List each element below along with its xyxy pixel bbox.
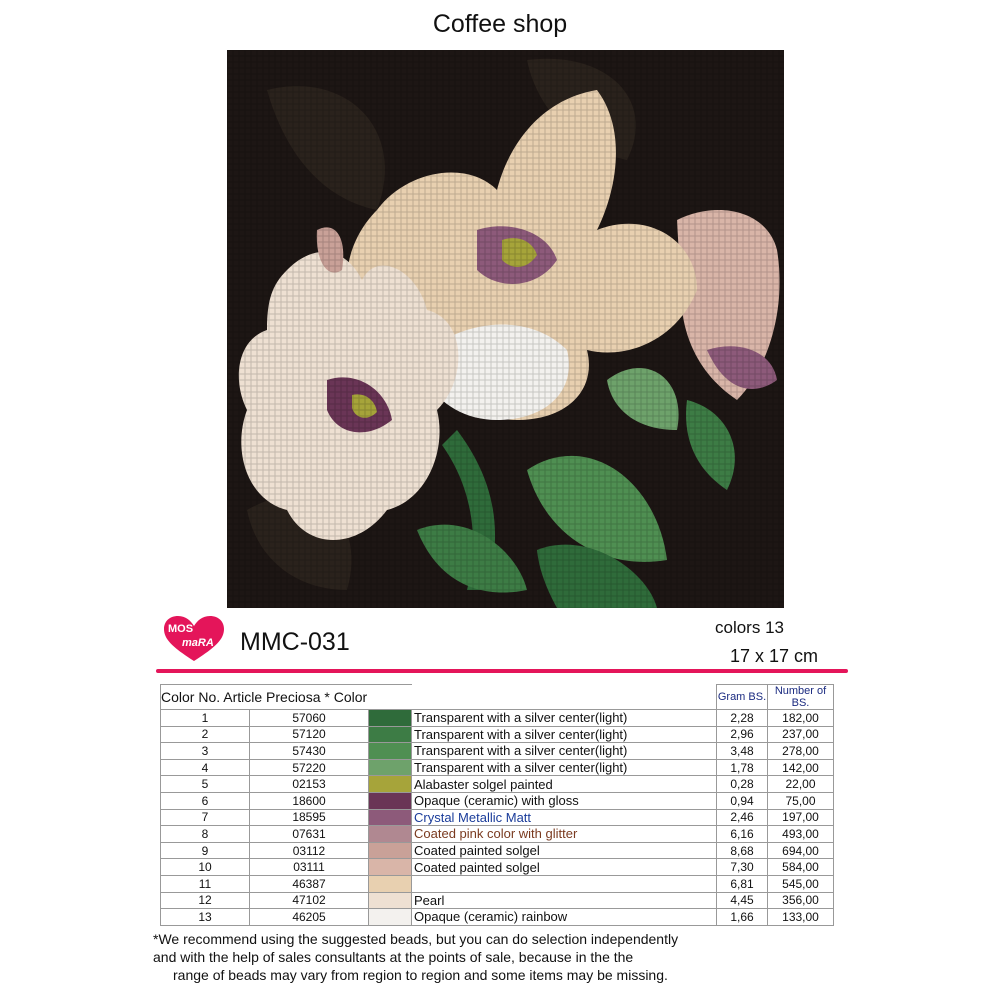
- count-column-header: Number of BS.: [768, 685, 834, 710]
- article-number: 46387: [250, 875, 369, 892]
- gram-value: 1,78: [717, 759, 768, 776]
- product-size: 17 x 17 cm: [730, 646, 819, 666]
- article-number: 57060: [250, 710, 369, 727]
- mosaic-picture: [227, 50, 784, 608]
- table-row: [161, 892, 834, 909]
- color-number: 6: [161, 792, 250, 809]
- table-row: [161, 776, 834, 793]
- page-title: Coffee shop: [432, 10, 568, 38]
- gram-value: 2,28: [717, 710, 768, 727]
- brand-line2: maRA: [182, 637, 214, 649]
- table-row: [161, 909, 834, 926]
- gram-value: 2,46: [717, 809, 768, 826]
- color-number: 3: [161, 743, 250, 760]
- article-number: 18595: [250, 809, 369, 826]
- color-number: 1: [161, 710, 250, 727]
- table-row: [161, 842, 834, 859]
- colors-count: colors 13: [715, 618, 784, 637]
- color-number: 9: [161, 842, 250, 859]
- gram-value: 2,96: [717, 726, 768, 743]
- count-value: 356,00: [768, 892, 834, 909]
- gram-column-header: Gram BS.: [717, 685, 768, 710]
- count-value: 545,00: [768, 875, 834, 892]
- color-number: 11: [161, 875, 250, 892]
- count-value: 197,00: [768, 809, 834, 826]
- note-line1: *We recommend using the suggested beads, but you can do selection independently: [153, 931, 679, 947]
- gram-value: 6,81: [717, 875, 768, 892]
- bead-description: Opaque (ceramic) rainbow: [412, 909, 717, 926]
- bead-description: Crystal Metallic Matt: [412, 809, 717, 826]
- color-swatch: [369, 743, 412, 760]
- recommendation-note: [153, 930, 843, 984]
- color-swatch: [369, 726, 412, 743]
- gram-value: 6,16: [717, 826, 768, 843]
- table-row: [161, 875, 834, 892]
- note-line3: range of beads may vary from region to region and some items may be missing.: [173, 967, 668, 983]
- article-number: 03111: [250, 859, 369, 876]
- count-value: 493,00: [768, 826, 834, 843]
- color-swatch: [369, 710, 412, 727]
- table-row: [161, 826, 834, 843]
- bead-description: Coated painted solgel: [412, 842, 717, 859]
- gram-value: 8,68: [717, 842, 768, 859]
- article-number: 47102: [250, 892, 369, 909]
- color-swatch: [369, 792, 412, 809]
- accent-divider: [156, 669, 848, 673]
- article-number: 18600: [250, 792, 369, 809]
- table-row: [161, 809, 834, 826]
- color-swatch: [369, 776, 412, 793]
- color-number: 13: [161, 909, 250, 926]
- brand-line1: MOS: [168, 623, 194, 635]
- bead-description: Transparent with a silver center(light): [412, 743, 717, 760]
- gram-value: 7,30: [717, 859, 768, 876]
- count-value: 22,00: [768, 776, 834, 793]
- article-number: 57430: [250, 743, 369, 760]
- count-value: 237,00: [768, 726, 834, 743]
- color-number: 5: [161, 776, 250, 793]
- brand-logo: [162, 615, 226, 663]
- table-header-label: Color No. Article Preciosa * Color: [161, 685, 412, 710]
- count-value: 278,00: [768, 743, 834, 760]
- color-number: 12: [161, 892, 250, 909]
- bead-table: [160, 684, 834, 926]
- bead-description: Transparent with a silver center(light): [412, 710, 717, 727]
- article-number: 03112: [250, 842, 369, 859]
- color-swatch: [369, 909, 412, 926]
- count-value: 694,00: [768, 842, 834, 859]
- color-swatch: [369, 892, 412, 909]
- gram-value: 0,28: [717, 776, 768, 793]
- table-row: [161, 759, 834, 776]
- table-row: [161, 792, 834, 809]
- color-swatch: [369, 809, 412, 826]
- flower-mosaic-image: [227, 50, 784, 608]
- count-value: 584,00: [768, 859, 834, 876]
- count-value: 182,00: [768, 710, 834, 727]
- color-number: 7: [161, 809, 250, 826]
- table-row: [161, 743, 834, 760]
- bead-description: Alabaster solgel painted: [412, 776, 717, 793]
- gram-value: 4,45: [717, 892, 768, 909]
- color-swatch: [369, 826, 412, 843]
- table-row: [161, 859, 834, 876]
- color-number: 4: [161, 759, 250, 776]
- color-number: 8: [161, 826, 250, 843]
- bead-description: Coated pink color with glitter: [412, 826, 717, 843]
- table-header-blank: [412, 685, 717, 710]
- table-header-row: [161, 685, 834, 710]
- gram-value: 3,48: [717, 743, 768, 760]
- note-line2: and with the help of sales consultants at the points of sale, because in the the: [153, 949, 634, 965]
- count-value: 142,00: [768, 759, 834, 776]
- color-number: 2: [161, 726, 250, 743]
- bead-description: Transparent with a silver center(light): [412, 726, 717, 743]
- bead-description: Opaque (ceramic) with gloss: [412, 792, 717, 809]
- count-value: 133,00: [768, 909, 834, 926]
- gram-value: 0,94: [717, 792, 768, 809]
- article-number: 07631: [250, 826, 369, 843]
- article-number: 46205: [250, 909, 369, 926]
- color-swatch: [369, 759, 412, 776]
- bead-description: Pearl: [412, 892, 717, 909]
- color-swatch: [369, 842, 412, 859]
- article-number: 02153: [250, 776, 369, 793]
- gram-value: 1,66: [717, 909, 768, 926]
- bead-description: [412, 875, 717, 892]
- count-value: 75,00: [768, 792, 834, 809]
- color-number: 10: [161, 859, 250, 876]
- bead-description: Coated painted solgel: [412, 859, 717, 876]
- table-row: [161, 726, 834, 743]
- article-number: 57220: [250, 759, 369, 776]
- color-swatch: [369, 859, 412, 876]
- product-code: MMC-031: [240, 628, 350, 656]
- color-swatch: [369, 875, 412, 892]
- table-row: [161, 710, 834, 727]
- article-number: 57120: [250, 726, 369, 743]
- bead-description: Transparent with a silver center(light): [412, 759, 717, 776]
